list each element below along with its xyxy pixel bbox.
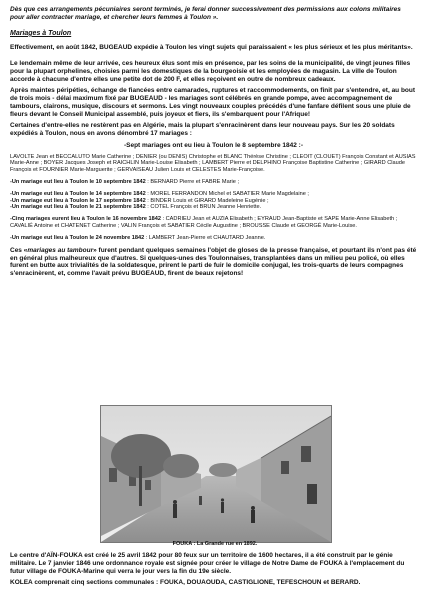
marriage-sep-14 [10,191,417,198]
photo-caption: FOUKA : La Grande rue en 1892. [172,541,258,547]
marriage-couple: : BINDER Louis et GIRARD Madeleine Eugénie ; [145,197,269,204]
tambour-emphasis: mariages au tambour [27,246,94,254]
quote-open: Ces « [10,246,28,254]
document-page [10,6,417,281]
marriage-couples: : CADRIEU Jean et AUZIA Elisabeth ; EYRAUD Jean-Baptiste et SAPE Marie-Anne Elisabeth ; CAVALIÉ Antoine et CHATENET Catherine ; VALIN François et SABATIER Cécile Augustine ; BROUSSE Claude et GEORGÉ Marie-Louise. [10,216,398,230]
marriage-sep-10 [10,179,417,186]
street-scene-image [101,406,331,542]
section-heading: Mariages à Toulon [10,29,72,37]
marriage-sep-21 [10,204,417,211]
marriage-couple: : COTEL François et BRUN Jeanne Henriette. [145,204,262,211]
marriage-date: -Un mariage eut lieu à Toulon le 10 septembre 1842 [10,178,146,185]
september-8-heading: -Sept mariages ont eu lieu à Toulon le 8 septembre 1842 :- [123,141,304,149]
bottom-section [10,552,417,590]
kolea-paragraph: KOLEA comprenait cinq sections communales : FOUKA, DOUAOUDA, CASTIGLIONE, TEFESCHOUN et BERARD. [10,578,361,586]
september-8-list: LAVOLTE Jean et BECCALUTO Marie Catherine ; DENIER (ou DENIS) Christophe et BLANC Thérèse Christine ; CLEOIT (CLOUET) François Constant et AUSIAS Marie-Anne ; BOYER Jacques Joseph et RAICHLIN Marie-Louise Elisabeth ; LAMBERT Pierre et DELPHINO Françoise Baptistine Catherine ; GIRARD Claude François et FOURNIER Marie-Marguerite ; GERVAISEAU Julien Louis et CELESTES Marie-Françoise. [10,153,416,174]
marriage-nov-16 [10,216,417,230]
marriage-date: -Un mariage eut lieu à Toulon le 21 septembre 1842 [10,204,146,211]
marriage-date: -Cinq mariages eurent lieu à Toulon le 16 novembre 1842 [10,216,161,223]
marriage-date: -Un mariage eut lieu à Toulon le 24 novembre 1842 [10,234,145,241]
intro-quote: Dès que ces arrangements pécuniaires seront terminés, je ferai donner successivement des permissions aux colons militaires pour aller contracter mariage, et chercher leurs femmes à Toulon ». [10,6,401,21]
marriage-couple: : LAMBERT Jean-Pierre et CHAUTARD Jeanne. [144,234,266,241]
marriage-sep-17 [10,198,417,205]
fouka-paragraph: Le centre d'AÏN-FOUKA est créé le 25 avril 1842 pour 80 feux sur un territoire de 1600 hectares, il a été construit par le génie militaire. Le 7 janvier 1846 une ordonnance royale est signée pour créer le village de Notre Dame de FOUKA à l'emplacement du futur village de FOUKA-Marine qui verra le jour vers la fin du 19e siècle. [10,552,405,575]
paragraph-4: Certaines d'entre-elles ne restèrent pas en Algérie, mais la plupart s'enracinèrent dans leur nouveau pays. Sur les 20 soldats expédiés à Toulon, nous en avons dénombré 17 mariages : [10,121,395,137]
paragraph-1: Effectivement, en août 1842, BUGEAUD expédie à Toulon les vingt sujets qui paraissaient « les plus sérieux et les plus méritants». [10,44,413,52]
tambour-text: » furent pendant quelques semaines l'objet de gloses de la presse française, et pourtant ils n'ont pas été en général plus malheureux que d'autres. Si quelques-unes des Toulonnaises, transplantées dans un milieu peu policé, où elles furent en butte aux trivialités de la soldatesque, prirent le parti de fuir le domicile conjugal, les trois-quarts de leurs compagnes s'enracinèrent, et, comme l'avait prévu BUGEAUD, firent de beaux rejetons! [10,246,417,278]
marriage-couple: : MOREL FERRANDON Michel et SABATIER Marie Magdelaine ; [145,190,309,197]
paragraph-3: Après maintes péripéties, échange de fiancées entre camarades, ruptures et raccommodements, on finit par s'entendre, et, au bout de trois mois - délai maximum fixé par BUGEAUD - les mariages sont célébrés en grande pompe, avec accompagnement de tambours, clairons, musique, discours et sermons. Les vingt nouveaux couples précédés d'une fanfare défilent sous une pluie de fleurs devant le Conseil Municipal assemblé, puis joyeux et fiers, ils s'embarquent pour l'Afrique! [10,87,416,118]
marriage-nov-24 [10,235,417,242]
marriage-date: -Un mariage eut lieu à Toulon le 17 septembre 1842 [10,197,146,204]
marriage-date: -Un mariage eut lieu à Toulon le 14 septembre 1842 [10,190,146,197]
marriage-couple: : BERNARD Pierre et FABRE Marie ; [145,178,240,185]
tambour-paragraph [10,247,417,279]
fouka-street-photo [100,405,332,543]
paragraph-2: Le lendemain même de leur arrivée, ces heureux élus sont mis en présence, par les soins de la municipalité, de vingt jeunes filles pour la plupart orphelines, choisies parmi les domestiques de la bourgeoisie et les employées de magasin. La ville de Toulon accorde à chacune d'entre elles une petite dot de 200 F, et elles reçoivent en outre de nombreux cadeaux. [10,60,411,84]
